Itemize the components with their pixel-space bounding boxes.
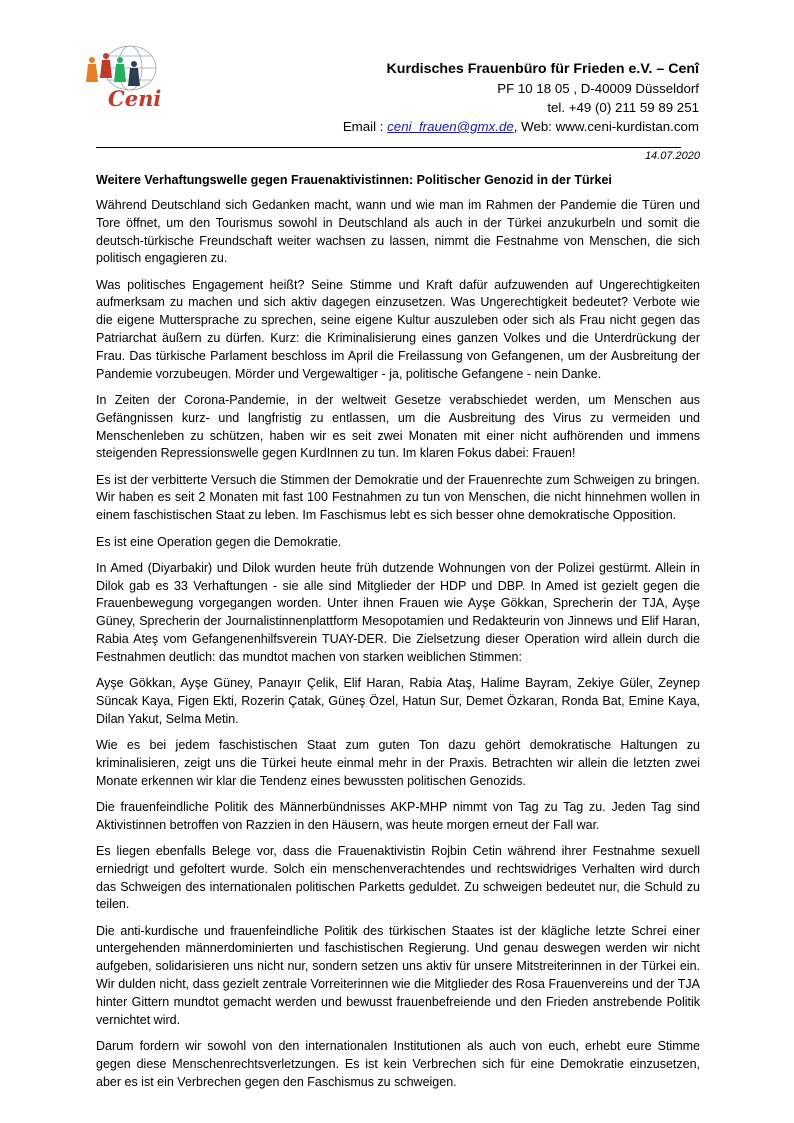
article-body <box>96 171 700 1100</box>
postal-address: PF 10 18 05 , D-40009 Düsseldorf <box>497 81 699 96</box>
document-date: 14.07.2020 <box>644 150 700 162</box>
website: www.ceni-kurdistan.com <box>555 119 699 134</box>
paragraph: Wie es bei jedem faschistischen Staat zum guten Ton dazu gehört demokratische Haltungen zu kriminalisieren, zeigt uns die Türkei heute einmal mehr in der Praxis. Betrachten wir allein die letzten zwei Monate erkennen wir klar die Tendenz eines bewussten politischen Genozids. <box>96 738 700 788</box>
paragraph: Die anti-kurdische und frauenfeindliche Politik des türkischen Staates ist der klägliche letzte Schrei einer untergehenden männerdominierten und faschistischen Regierung. Und genau deswegen werden wir nicht aufgeben, solidarisieren uns nicht nur, sondern setzen uns aktiv für unsere Mitstreiterinnen in der Türkei ein. Wir dulden nicht, dass gezielt zentrale Vorreiterinnen wie die Mitglieder des Rosa Frauenvereins und der TJA hinter Gittern mundtot gemacht werden und bewusst frauenbefreiende und den Frieden anstrebende Politik vernichtet wird. <box>96 923 700 1027</box>
header-divider <box>96 147 681 148</box>
email-link[interactable]: ceni_frauen@gmx.de <box>387 119 514 134</box>
paragraph: Was politisches Engagement heißt? Seine Stimme und Kraft dafür aufzuwenden auf Ungerechtigkeiten aufmerksam zu machen und sich aktiv dagegen einzusetzen. Was Ungerechtigkeit bedeutet? Verbote wie die eigene Muttersprache zu sprechen, seine eigene Kultur auszuleben oder sich als Frau nicht gegen das Patriarchat äußern zu dürfen. Kurz: die Kriminalisierung eines ganzen Volkes und die Unterdrückung der Frau. Das türkische Parlament beschloss im April die Freilassung von Gefangenen, um der Ausbreitung der Pandemie vorzubeugen. Mörder und Vergewaltiger - ja, politische Gefangene - nein Danke. <box>96 277 700 381</box>
letterhead <box>219 60 699 136</box>
paragraph: Es ist eine Operation gegen die Demokratie. <box>96 534 342 549</box>
phone-number: tel. +49 (0) 211 59 89 251 <box>547 100 699 115</box>
paragraph: In Amed (Diyarbakir) und Dilok wurden heute früh dutzende Wohnungen von der Polizei gestürmt. Allein in Dilok gab es 33 Verhaftungen - sie alle sind Mitglieder der HDP und DBP. In Amed ist gezielt gegen die Frauenbewegung vorgegangen worden. Unter ihnen Frauen wie Ayşe Gökkan, Sprecherin der TJA, Ayşe Güney, Sprecherin der Journalistinnenplattform Mesopotamien und Redakteurin von Jinnews und Elif Haran, Rabia Ateş vom Gefangenenhilfsverein TUAY-DER. Die Zielsetzung dieser Operation wird allein durch die Festnahmen deutlich: das mundtot machen von starken weiblichen Stimmen: <box>96 560 700 664</box>
web-label: , Web: <box>513 119 556 134</box>
organization-name: Kurdisches Frauenbüro für Frieden e.V. – Cenî <box>386 61 699 77</box>
paragraph: Während Deutschland sich Gedanken macht, wann und wie man im Rahmen der Pandemie die Türen und Tore öffnet, um den Tourismus sowohl in Deutschland als auch in der Türkei anzukurbeln und somit die deutsch-türkische Freundschaft weiter wachsen zu lassen, nimmt die Festnahme von Menschen, die sich politisch engagieren zu. <box>96 198 700 266</box>
paragraph: Die frauenfeindliche Politik des Männerbündnisses AKP-MHP nimmt von Tag zu Tag zu. Jeden Tag sind Aktivistinnen betroffen von Razzien in den Häusern, was heute morgen erneut der Fall war. <box>96 799 700 832</box>
email-label: Email : <box>342 119 388 134</box>
contact-line <box>219 117 699 136</box>
paragraph: Darum fordern wir sowohl von den internationalen Institutionen als auch von euch, erhebt eure Stimme gegen diese Menschenrechtsverletzungen. Es ist kein Verbrechen sich für eine Demokratie einzusetzen, aber es ist ein Verbrechen gegen den Faschismus zu schweigen. <box>96 1038 700 1089</box>
article-title: Weitere Verhaftungswelle gegen Frauenaktivistinnen: Politischer Genozid in der Türkei <box>96 173 612 187</box>
paragraph: Ayşe Gökkan, Ayşe Güney, Panayır Çelik, Elif Haran, Rabia Ataş, Halime Bayram, Zekiye Güler, Zeynep Süncak Kaya, Figen Ekti, Rozerin Çatak, Güneş Özel, Hatun Sur, Demet Özkaran, Ronda Bat, Emine Kaya, Dilan Yakut, Selma Metin. <box>96 676 700 726</box>
logo-wordmark: Ceni <box>108 86 162 111</box>
paragraph: Es ist der verbitterte Versuch die Stimmen der Demokratie und der Frauenrechte zum Schweigen zu bringen. Wir haben es seit 2 Monaten mit fast 100 Festnahmen zu tun von Menschen, die nicht hinnehmen wollen in einem faschistischen Staat zu leben. Im Faschismus lebt es sich besser ohne demokratische Opposition. <box>96 472 700 523</box>
paragraph: In Zeiten der Corona-Pandemie, in der weltweit Gesetze verabschiedet werden, um Menschen aus Gefängnissen kurz- und langfristig zu entlassen, um die Ausbreitung des Virus zu vermeiden und Menschenleben zu schützen, haben wir es seit zwei Monaten mit einer nicht aufhörenden und immens steigenden Repressionswelle gegen KurdInnen zu tun. Im klaren Fokus dabei: Frauen! <box>96 392 700 461</box>
paragraph: Es liegen ebenfalls Belege vor, dass die Frauenaktivistin Rojbin Cetin während ihrer Festnahme sexuell erniedrigt und gefoltert wurde. Solch ein menschenverachtendes und rechtswidriges Verhalten wird durch das Schweigen des internationalen politischen Parketts geduldet. Zu schweigen bedeutet nur, die Schuld zu teilen. <box>96 844 700 912</box>
